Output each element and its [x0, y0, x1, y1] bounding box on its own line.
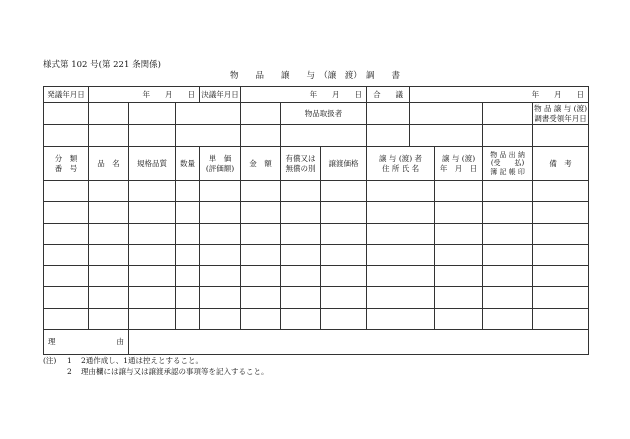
- table-cell[interactable]: [321, 266, 367, 287]
- table-cell[interactable]: [200, 202, 241, 223]
- table-cell[interactable]: [281, 202, 321, 223]
- table-cell[interactable]: [89, 181, 129, 202]
- table-cell[interactable]: [483, 202, 533, 223]
- col-spec-quality: 規格品質: [129, 147, 176, 181]
- table-cell[interactable]: [200, 287, 241, 308]
- table-cell[interactable]: [176, 202, 200, 223]
- table-cell[interactable]: [321, 244, 367, 265]
- table-cell[interactable]: [321, 308, 367, 329]
- table-cell[interactable]: [321, 181, 367, 202]
- table-row: [44, 266, 589, 287]
- table-cell[interactable]: [367, 223, 435, 244]
- stamp-cell[interactable]: [483, 103, 533, 125]
- table-cell[interactable]: [435, 202, 483, 223]
- table-cell[interactable]: [321, 287, 367, 308]
- table-cell[interactable]: [44, 244, 89, 265]
- note-text: 理由欄には譲与又は譲渡承認の事項等を記入すること。: [81, 367, 269, 376]
- table-cell[interactable]: [435, 223, 483, 244]
- col-ledger-stamp: 物 品 出 納 (受 払) 簿 記 帳 印: [483, 147, 533, 181]
- table-cell[interactable]: [435, 181, 483, 202]
- stamp-cell[interactable]: [176, 125, 241, 147]
- col-amount: 金 額: [241, 147, 281, 181]
- form-number-label: 様式第 102 号(第 221 条関係): [43, 60, 161, 70]
- table-cell[interactable]: [533, 223, 589, 244]
- table-cell[interactable]: [241, 266, 281, 287]
- table-cell[interactable]: [367, 266, 435, 287]
- table-cell[interactable]: [483, 244, 533, 265]
- table-cell[interactable]: [533, 266, 589, 287]
- stamp-cell[interactable]: [241, 103, 281, 125]
- stamp-cell[interactable]: [367, 125, 410, 147]
- table-cell[interactable]: [367, 202, 435, 223]
- resolution-date-label: 決議年月日: [200, 87, 241, 103]
- table-cell[interactable]: [241, 181, 281, 202]
- table-cell[interactable]: [367, 308, 435, 329]
- stamp-cell[interactable]: [89, 103, 129, 125]
- reason-field[interactable]: [129, 330, 589, 355]
- table-cell[interactable]: [367, 287, 435, 308]
- table-cell[interactable]: [200, 244, 241, 265]
- table-row: [44, 244, 589, 265]
- table-cell[interactable]: [281, 181, 321, 202]
- table-cell[interactable]: [44, 266, 89, 287]
- col-transfer-price: 譲渡価格: [321, 147, 367, 181]
- table-cell[interactable]: [281, 223, 321, 244]
- col-item-name: 品 名: [89, 147, 129, 181]
- table-cell[interactable]: [483, 287, 533, 308]
- table-cell[interactable]: [321, 223, 367, 244]
- table-cell[interactable]: [483, 181, 533, 202]
- note-item-1: [43, 355, 269, 366]
- stamp-cell[interactable]: [483, 125, 533, 147]
- decision-date-label: 発議年月日: [44, 87, 89, 103]
- stamp-cell[interactable]: [129, 103, 176, 125]
- table-cell[interactable]: [281, 308, 321, 329]
- table-cell[interactable]: [367, 244, 435, 265]
- resolution-date-value[interactable]: 年 月 日: [241, 87, 367, 103]
- table-cell[interactable]: [200, 308, 241, 329]
- table-cell[interactable]: [533, 287, 589, 308]
- decision-date-value[interactable]: 年 月 日: [89, 87, 200, 103]
- note-number: 2: [67, 367, 72, 376]
- table-cell[interactable]: [129, 308, 176, 329]
- table-cell[interactable]: [241, 223, 281, 244]
- table-cell[interactable]: [435, 287, 483, 308]
- note-prefix: (注): [43, 356, 57, 365]
- table-cell[interactable]: [281, 244, 321, 265]
- table-cell[interactable]: [129, 287, 176, 308]
- note-number: 1: [67, 356, 72, 365]
- notes: [43, 355, 269, 377]
- table-cell[interactable]: [200, 266, 241, 287]
- table-cell[interactable]: [241, 244, 281, 265]
- table-row: [44, 181, 589, 202]
- table-cell[interactable]: [129, 223, 176, 244]
- table-cell[interactable]: [129, 266, 176, 287]
- stamp-cell[interactable]: [410, 125, 483, 147]
- table-cell[interactable]: [483, 308, 533, 329]
- table-row: [44, 308, 589, 329]
- header-row-stamps-2: [44, 125, 589, 147]
- stamp-cell[interactable]: [44, 103, 89, 125]
- table-cell[interactable]: [321, 202, 367, 223]
- table-cell[interactable]: [89, 244, 129, 265]
- reason-label-char-2: 由: [116, 337, 124, 347]
- item-rows: [44, 181, 589, 330]
- table-cell[interactable]: [281, 266, 321, 287]
- table-cell[interactable]: [176, 266, 200, 287]
- receipt-label-line1: 物 品 譲 与 (渡): [534, 103, 587, 113]
- reason-label: [44, 330, 129, 355]
- receipt-date-label: [533, 103, 589, 125]
- table-cell[interactable]: [44, 287, 89, 308]
- table-cell[interactable]: [533, 202, 589, 223]
- table-cell[interactable]: [89, 308, 129, 329]
- table-cell[interactable]: [176, 244, 200, 265]
- table-cell[interactable]: [44, 181, 89, 202]
- table-cell[interactable]: [44, 202, 89, 223]
- header-row-dates: [44, 87, 589, 103]
- table-cell[interactable]: [129, 202, 176, 223]
- receipt-label-line2: 調書受領年月日: [534, 113, 587, 123]
- table-cell[interactable]: [533, 244, 589, 265]
- stamp-cell[interactable]: [89, 125, 129, 147]
- consultation-label: 合 議: [367, 87, 410, 103]
- col-remarks: 備 考: [533, 147, 589, 181]
- stamp-cell[interactable]: [176, 103, 241, 125]
- col-quantity: 数量: [176, 147, 200, 181]
- column-header-row: [44, 147, 589, 181]
- stamp-cell[interactable]: [44, 125, 89, 147]
- note-item-2: [43, 366, 269, 377]
- table-cell[interactable]: [176, 181, 200, 202]
- table-cell[interactable]: [89, 202, 129, 223]
- table-cell[interactable]: [435, 266, 483, 287]
- transfer-record-table: [43, 86, 589, 355]
- header-row-stamps: [44, 103, 589, 125]
- stamp-cell[interactable]: [410, 103, 483, 125]
- table-cell[interactable]: [367, 181, 435, 202]
- col-paid-or-free: 有償又は 無償の別: [281, 147, 321, 181]
- handler-label: 物品取扱者: [281, 103, 367, 125]
- table-cell[interactable]: [200, 223, 241, 244]
- table-cell[interactable]: [89, 266, 129, 287]
- document-title: 物 品 譲 与 （譲 渡） 調 書: [229, 71, 400, 81]
- table-cell[interactable]: [200, 181, 241, 202]
- col-transfer-date: 譲 与 (渡) 年 月 日: [435, 147, 483, 181]
- table-cell[interactable]: [483, 266, 533, 287]
- table-cell[interactable]: [176, 308, 200, 329]
- table-cell[interactable]: [176, 287, 200, 308]
- col-recipient-address-name: 譲 与 (渡) 者 住 所 氏 名: [367, 147, 435, 181]
- col-unit-price: 単 価 (評価額): [200, 147, 241, 181]
- table-cell[interactable]: [435, 244, 483, 265]
- table-cell[interactable]: [281, 287, 321, 308]
- table-cell[interactable]: [129, 181, 176, 202]
- table-cell[interactable]: [533, 181, 589, 202]
- table-cell[interactable]: [44, 223, 89, 244]
- table-row: [44, 202, 589, 223]
- table-cell[interactable]: [89, 287, 129, 308]
- stamp-cell[interactable]: [367, 103, 410, 125]
- reason-label-char-1: 理: [48, 337, 56, 347]
- note-text: 2通作成し、1通は控えとすること。: [81, 356, 204, 365]
- consultation-date-value[interactable]: 年 月 日: [410, 87, 589, 103]
- col-classification-no: 分 類 番 号: [44, 147, 89, 181]
- reason-row: [44, 330, 589, 355]
- table-cell[interactable]: [241, 287, 281, 308]
- stamp-cell[interactable]: [281, 125, 367, 147]
- table-cell[interactable]: [435, 308, 483, 329]
- table-cell[interactable]: [129, 244, 176, 265]
- table-cell[interactable]: [241, 202, 281, 223]
- table-row: [44, 223, 589, 244]
- stamp-cell[interactable]: [129, 125, 176, 147]
- stamp-cell[interactable]: [241, 125, 281, 147]
- table-cell[interactable]: [176, 223, 200, 244]
- table-cell[interactable]: [483, 223, 533, 244]
- receipt-date-value[interactable]: [533, 125, 589, 147]
- table-cell[interactable]: [89, 223, 129, 244]
- table-row: [44, 287, 589, 308]
- table-cell[interactable]: [533, 308, 589, 329]
- table-cell[interactable]: [44, 308, 89, 329]
- table-cell[interactable]: [241, 308, 281, 329]
